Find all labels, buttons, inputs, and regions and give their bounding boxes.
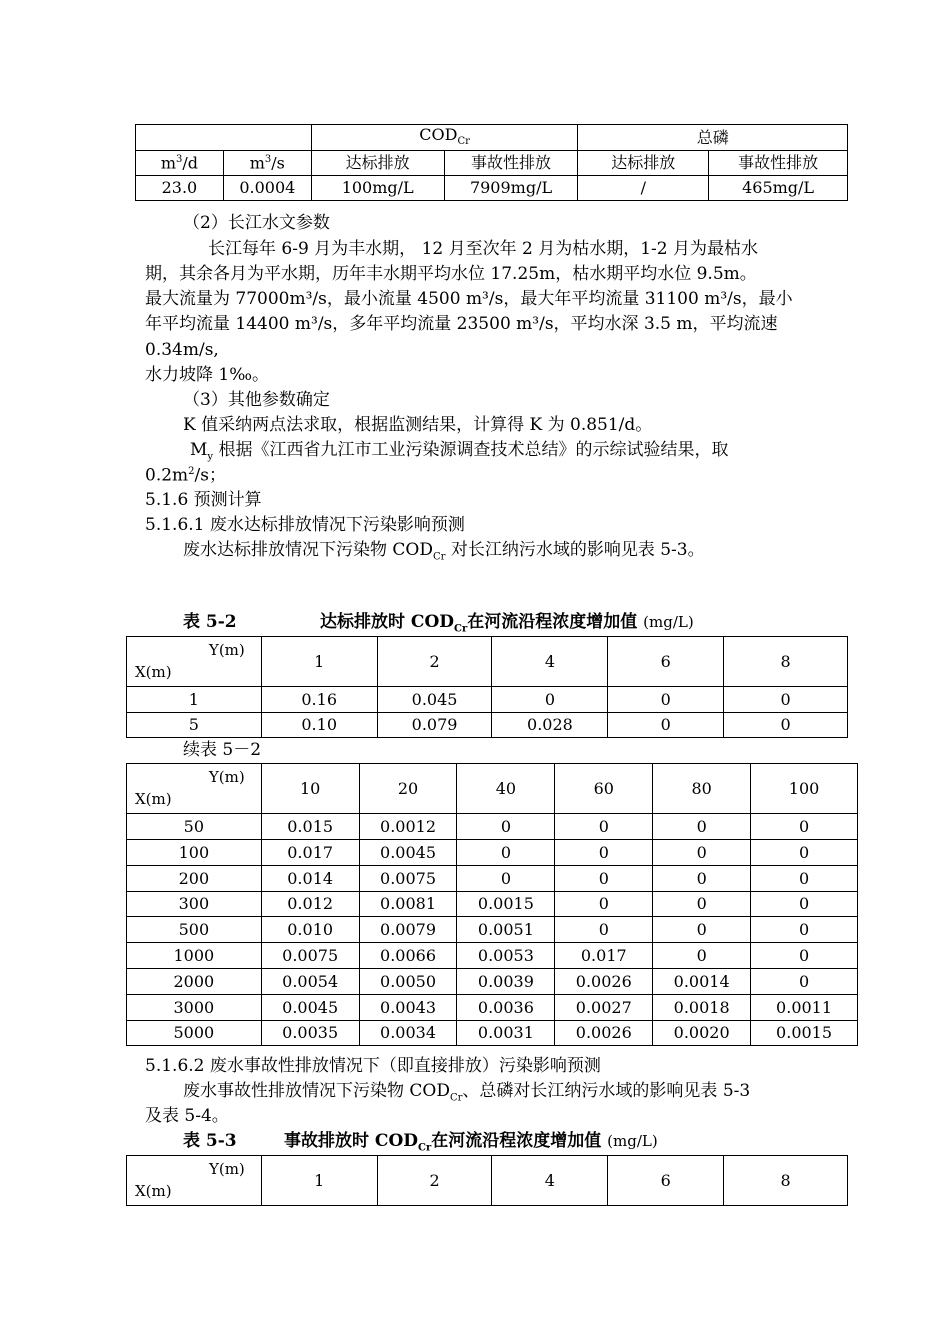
flow-unit-second: $m^3/s$	[223, 151, 311, 176]
axis-header-cell	[127, 764, 262, 814]
table-cell: 100mg/L	[311, 176, 444, 201]
table-cell: 0	[608, 713, 724, 738]
column-header: 20	[359, 764, 457, 814]
table-cell: 0	[457, 866, 555, 892]
table-cell: 0	[653, 943, 751, 969]
paragraph-line: 长江每年 6-9 月为丰水期， 12 月至次年 2 月为枯水期，1-2 月为最枯水	[208, 239, 759, 259]
row-label: 1000	[127, 943, 262, 969]
table-cell: 0.0015	[751, 1021, 858, 1046]
table-cell: 0	[751, 917, 858, 943]
table-cell: 0.0026	[555, 969, 653, 995]
table-cell: 0	[457, 814, 555, 840]
x-axis-label: X(m)	[135, 663, 172, 681]
table-cell: 0	[653, 814, 751, 840]
row-label: 1	[127, 687, 262, 713]
row-label: 5	[127, 713, 262, 738]
table-cell: 0.0020	[653, 1021, 751, 1046]
row-label: 2000	[127, 969, 262, 995]
paragraph-line: $M_y$ 根据《江西省九江市工业污染源调查技术总结》的示综试验结果，取	[190, 440, 729, 463]
table-cell: 0	[555, 814, 653, 840]
flow-unit-daily: $m^3/d$	[136, 151, 224, 176]
table-5-2-continued	[126, 763, 858, 1046]
table-cell: 0	[724, 687, 848, 713]
table-cell: 0	[751, 814, 858, 840]
axis-header-cell	[127, 637, 262, 687]
paragraph-line: 年平均流量 14400 m³/s，多年平均流量 23500 m³/s，平均水深 3.5 m，平均流速	[145, 314, 778, 334]
table-cell: 0.0031	[457, 1021, 555, 1046]
table-row	[127, 917, 858, 943]
table-cell: 0.0050	[359, 969, 457, 995]
table-cell: 0.0026	[555, 1021, 653, 1046]
table-cell: 0	[457, 840, 555, 866]
table-cell: 0.014	[261, 866, 359, 892]
x-axis-label: X(m)	[135, 1182, 172, 1200]
row-label: 200	[127, 866, 262, 892]
table-cell: 0.0045	[261, 995, 359, 1021]
row-label: 100	[127, 840, 262, 866]
column-header: 8	[724, 1156, 848, 1206]
table-cell: /	[578, 176, 709, 201]
table-cell: 0.0004	[223, 176, 311, 201]
cod-accident-header: 事故性排放	[444, 151, 578, 176]
table-cell: 0.0036	[457, 995, 555, 1021]
continued-table-caption: 续表 5－2	[183, 740, 262, 760]
table-cell: 0.0012	[359, 814, 457, 840]
table-cell: 0.0039	[457, 969, 555, 995]
table-cell: 0	[653, 840, 751, 866]
table-cell: 0.012	[261, 892, 359, 917]
table-cell: 0	[751, 866, 858, 892]
section-heading: （2）长江水文参数	[183, 213, 330, 233]
subsection-heading: 5.1.6.2 废水事故性排放情况下（即直接排放）污染影响预测	[145, 1056, 601, 1076]
column-header: 4	[492, 637, 608, 687]
table-cell: 0	[724, 713, 848, 738]
table-row	[127, 840, 858, 866]
table-cell: 0.0043	[359, 995, 457, 1021]
table-cell: 0.0035	[261, 1021, 359, 1046]
table-cell: 0	[555, 917, 653, 943]
row-label: 3000	[127, 995, 262, 1021]
table-cell: 0.0051	[457, 917, 555, 943]
tp-standard-header: 达标排放	[578, 151, 709, 176]
table-5-2	[126, 636, 848, 738]
table-cell: 0.010	[261, 917, 359, 943]
column-header: 100	[751, 764, 858, 814]
table-cell: 0.017	[261, 840, 359, 866]
table-cell: 0	[653, 917, 751, 943]
y-axis-label: Y(m)	[208, 641, 245, 659]
table-cell: 0.0075	[359, 866, 457, 892]
table-cell: 0.0079	[359, 917, 457, 943]
table-cell: 7909mg/L	[444, 176, 578, 201]
table-cell: 0.0014	[653, 969, 751, 995]
table-row	[127, 866, 858, 892]
table-cell: 0	[653, 892, 751, 917]
paragraph-line: 废水事故性排放情况下污染物 $COD_{Cr}$、总磷对长江纳污水域的影响见表 5-3	[183, 1081, 751, 1104]
table-cell: 0.0015	[457, 892, 555, 917]
row-label: 500	[127, 917, 262, 943]
y-axis-label: Y(m)	[208, 768, 245, 786]
column-header: 1	[261, 1156, 377, 1206]
section-heading: （3）其他参数确定	[183, 390, 330, 410]
table-cell: 0	[751, 840, 858, 866]
table-cell: 0	[751, 943, 858, 969]
table-cell: 0	[751, 969, 858, 995]
table-cell: 0.0018	[653, 995, 751, 1021]
tp-accident-header: 事故性排放	[709, 151, 848, 176]
table-row	[127, 713, 848, 738]
table-cell: 0.0054	[261, 969, 359, 995]
table-cell: 0.0075	[261, 943, 359, 969]
table-cell: 0	[555, 866, 653, 892]
row-label: 5000	[127, 1021, 262, 1046]
paragraph-line: 0.34m/s,	[145, 340, 219, 360]
table-cell: 0.079	[377, 713, 492, 738]
table-cell: 0	[608, 687, 724, 713]
table-5-3	[126, 1155, 848, 1206]
column-header: 6	[608, 637, 724, 687]
column-header: 8	[724, 637, 848, 687]
table-caption-title: 达标排放时 $COD_{Cr}$在河流沿程浓度增加值 (mg/L)	[320, 612, 694, 635]
x-axis-label: X(m)	[135, 790, 172, 808]
table-row	[127, 995, 858, 1021]
row-label: 50	[127, 814, 262, 840]
table-cell: 0.10	[261, 713, 377, 738]
table-cell: 0.0034	[359, 1021, 457, 1046]
discharge-table	[135, 124, 848, 201]
table-cell: 0.017	[555, 943, 653, 969]
table-cell: 0.0027	[555, 995, 653, 1021]
table-cell: 0	[492, 687, 608, 713]
column-header: 4	[492, 1156, 608, 1206]
table-cell: 0	[751, 892, 858, 917]
table-cell: 0	[555, 892, 653, 917]
subsection-heading: 5.1.6.1 废水达标排放情况下污染影响预测	[145, 515, 465, 535]
table-cell: 0.0066	[359, 943, 457, 969]
table-row	[127, 892, 858, 917]
cod-group-header: $COD_{Cr}$	[311, 125, 578, 151]
column-header: 40	[457, 764, 555, 814]
axis-header-cell	[127, 1156, 262, 1206]
table-cell: 0	[555, 840, 653, 866]
table-cell: 0.045	[377, 687, 492, 713]
column-header: 10	[261, 764, 359, 814]
table-cell: 0.16	[261, 687, 377, 713]
row-label: 300	[127, 892, 262, 917]
section-number-heading: 5.1.6 预测计算	[145, 490, 262, 510]
y-axis-label: Y(m)	[208, 1160, 245, 1178]
table-cell: 0.015	[261, 814, 359, 840]
paragraph-line: 期，其余各月为平水期，历年丰水期平均水位 17.25m，枯水期平均水位 9.5m。	[145, 264, 757, 284]
table-caption-title: 事故排放时 $COD_{Cr}$在河流沿程浓度增加值 (mg/L)	[284, 1131, 658, 1154]
tp-group-header: 总磷	[578, 125, 848, 151]
column-header: 2	[377, 637, 492, 687]
cod-standard-header: 达标排放	[311, 151, 444, 176]
table-cell: 0.028	[492, 713, 608, 738]
paragraph-line: 水力坡降 1‰。	[145, 365, 270, 385]
column-header: 2	[377, 1156, 492, 1206]
paragraph-line: $0.2m^2/s$；	[145, 465, 226, 486]
column-header: 60	[555, 764, 653, 814]
table-cell: 465mg/L	[709, 176, 848, 201]
paragraph-line: 最大流量为 77000m³/s，最小流量 4500 m³/s，最大年平均流量 31100 m³/s，最小	[145, 289, 793, 309]
table-row	[127, 814, 858, 840]
table-cell: 0.0053	[457, 943, 555, 969]
table-row	[127, 687, 848, 713]
table-cell: 0.0045	[359, 840, 457, 866]
table-caption-number: 表 5-3	[183, 1131, 237, 1151]
table-row	[127, 969, 858, 995]
paragraph-line: K 值采纳两点法求取，根据监测结果，计算得 K 为 0.851/d。	[183, 415, 653, 435]
column-header: 6	[608, 1156, 724, 1206]
paragraph-line: 及表 5-4。	[145, 1106, 229, 1126]
table-cell: 0.0011	[751, 995, 858, 1021]
table-caption-number: 表 5-2	[183, 612, 237, 632]
table-row	[127, 1021, 858, 1046]
table-row	[127, 943, 858, 969]
table-cell: 0	[653, 866, 751, 892]
table-cell: 23.0	[136, 176, 224, 201]
table-cell: 0.0081	[359, 892, 457, 917]
paragraph-line: 废水达标排放情况下污染物 $COD_{Cr}$ 对长江纳污水域的影响见表 5-3。	[183, 540, 705, 563]
column-header: 80	[653, 764, 751, 814]
blank-header-cell	[136, 125, 312, 151]
column-header: 1	[261, 637, 377, 687]
